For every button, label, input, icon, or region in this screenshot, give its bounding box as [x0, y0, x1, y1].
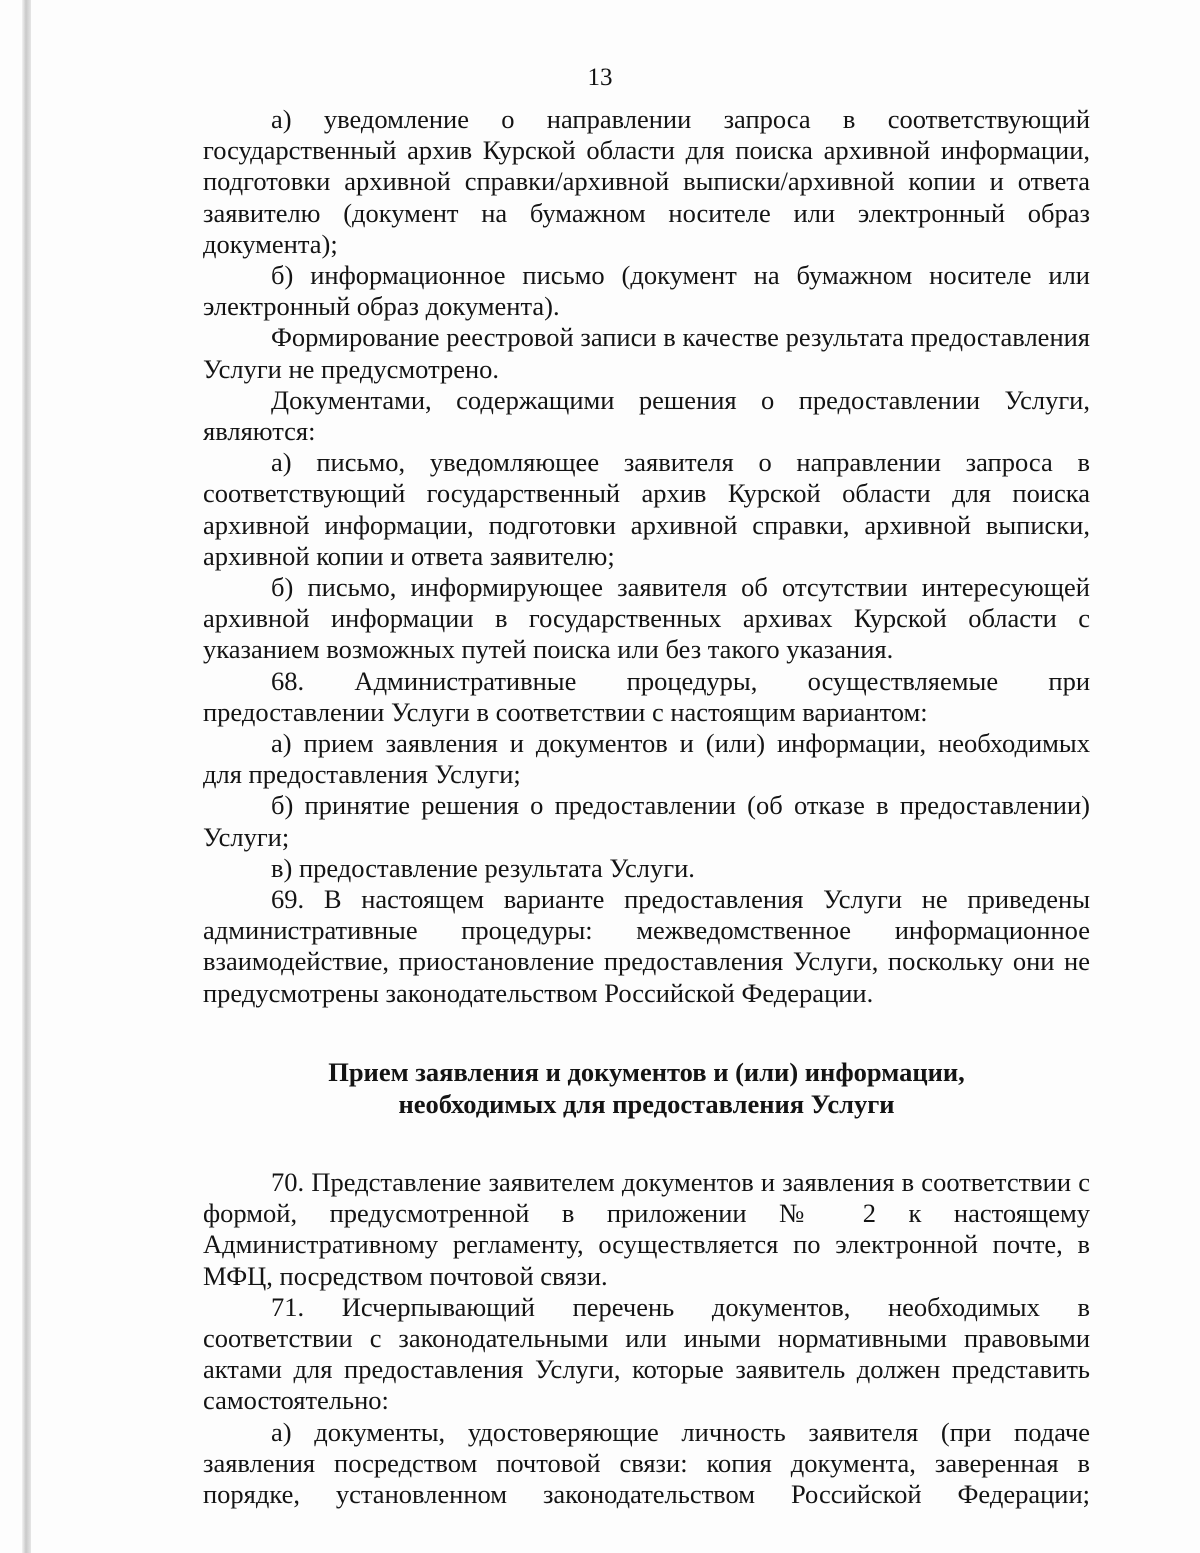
paragraph-info-letter-result: б) информационное письмо (документ на бумажном носителе или электронный образ документа).	[203, 260, 1090, 322]
paragraph-71: 71. Исчерпывающий перечень документов, необходимых в соответствии с законодательными или иными нормативными правовыми актами для предоставления Услуги, которые заявитель должен представить самостоятельно:	[203, 1291, 1090, 1416]
paragraph-68-v: в) предоставление результата Услуги.	[271, 852, 695, 883]
paragraph-notification-result: а) уведомление о направлении запроса в соответствующий государственный архив Курской области для поиска архивной информации, подготовки архивной справки/архивной выписки/архивной копии и ответа заявителю (документ на бумажном носителе или электронный образ документа);	[203, 104, 1090, 259]
paragraph-letter-notify: а) письмо, уведомляющее заявителя о направлении запроса в соответствующий государственный архив Курской области для поиска архивной информации, подготовки архивной справки, архивной выписки, архивной копии и ответа заявителю;	[203, 447, 1090, 571]
paragraph-68: 68. Административные процедуры, осуществляемые при предоставлении Услуги в соответствии с настоящим вариантом:	[203, 665, 1090, 727]
paragraph-decision-documents: Документами, содержащими решения о предоставлении Услуги, являются:	[203, 384, 1090, 447]
paragraph-69: 69. В настоящем варианте предоставления Услуги не приведены административные процедуры: межведомственное информационное взаимодействие, приостановление предоставления Услуги, поскольку они не предусмотрены законодательством Российской Федерации.	[203, 884, 1090, 1008]
paragraph-letter-inform: б) письмо, информирующее заявителя об отсутствии интересующей архивной информации в государственных архивах Курской области с указанием возможных путей поиска или без такого указания.	[203, 572, 1090, 665]
paragraph-registry-record: Формирование реестровой записи в качестве результата предоставления Услуги не предусмотрено.	[203, 322, 1090, 384]
document-body	[203, 104, 1090, 1510]
section-heading	[203, 1056, 1090, 1120]
paragraph-70: 70. Представление заявителем документов и заявления в соответствии с формой, предусмотренной в приложении № 2 к настоящему Административному регламенту, осуществляется по электронной почте, в МФЦ, посредством почтовой связи.	[203, 1166, 1090, 1291]
section-heading-line-2: необходимых для предоставления Услуги	[398, 1088, 895, 1119]
scan-edge-shadow	[22, 0, 31, 1553]
section-heading-line-1: Прием заявления и документов и (или) информации,	[328, 1056, 965, 1087]
page-number: 13	[587, 64, 613, 91]
paragraph-68-a: а) прием заявления и документов и (или) информации, необходимых для предоставления Услуги;	[203, 728, 1090, 790]
paragraph-71-a: а) документы, удостоверяющие личность заявителя (при подаче заявления посредством почтовой связи: копия документа, заверенная в порядке, установленном законодательством Российской Федерации;	[203, 1416, 1090, 1509]
paragraph-68-b: б) принятие решения о предоставлении (об отказе в предоставлении) Услуги;	[203, 790, 1090, 852]
